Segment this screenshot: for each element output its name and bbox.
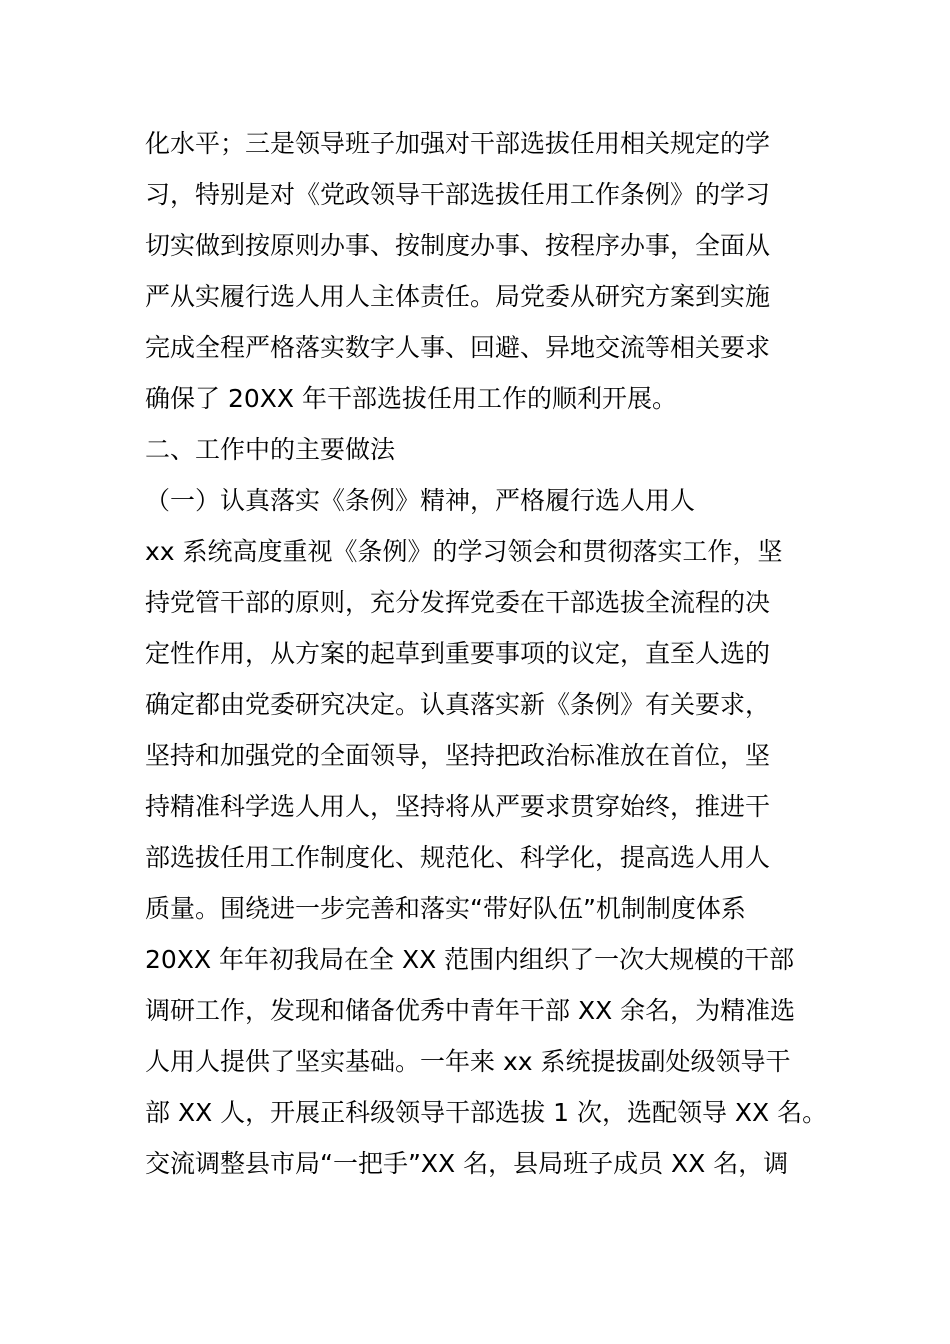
text-line: 化水平；三是领导班子加强对干部选拔任用相关规定的学 [145,129,771,158]
text-line: 部 XX 人，开展正科级领导干部选拔 1 次，选配领导 XX 名。 [145,1098,828,1127]
body-text [145,118,828,1189]
text-line: xx 系统高度重视《条例》的学习领会和贯彻落实工作，坚 [145,537,783,566]
text-line: 交流调整县市局“一把手”XX 名，县局班子成员 XX 名，调 [145,1149,789,1178]
text-line: 确保了 20XX 年干部选拔任用工作的顺利开展。 [145,384,677,413]
text-line: 持党管干部的原则，充分发挥党委在干部选拔全流程的决 [145,588,771,617]
text-line: 定性作用，从方案的起草到重要事项的议定，直至人选的 [145,639,771,668]
section-heading: 二、工作中的主要做法 [145,435,396,464]
subsection-heading: （一）认真落实《条例》精神，严格履行选人用人 [145,486,696,515]
text-line: 质量。围绕进一步完善和落实“带好队伍”机制制度体系 [145,894,746,923]
text-line: 习，特别是对《党政领导干部选拔任用工作条例》的学习 [145,180,771,209]
text-line: 持精准科学选人用人，坚持将从严要求贯穿始终，推进干 [145,792,771,821]
text-line: 调研工作，发现和储备优秀中青年干部 XX 余名，为精准选 [145,996,796,1025]
text-line: 确定都由党委研究决定。认真落实新《条例》有关要求， [145,690,771,719]
text-line: 严从实履行选人用人主体责任。局党委从研究方案到实施 [145,282,771,311]
text-line: 完成全程严格落实数字人事、回避、异地交流等相关要求 [145,333,771,362]
text-line: 切实做到按原则办事、按制度办事、按程序办事，全面从 [145,231,771,260]
text-line: 20XX 年年初我局在全 XX 范围内组织了一次大规模的干部 [145,945,795,974]
text-line: 人用人提供了坚实基础。一年来 xx 系统提拔副处级领导干 [145,1047,791,1076]
text-line: 坚持和加强党的全面领导，坚持把政治标准放在首位，坚 [145,741,771,770]
text-line: 部选拔任用工作制度化、规范化、科学化，提高选人用人 [145,843,771,872]
